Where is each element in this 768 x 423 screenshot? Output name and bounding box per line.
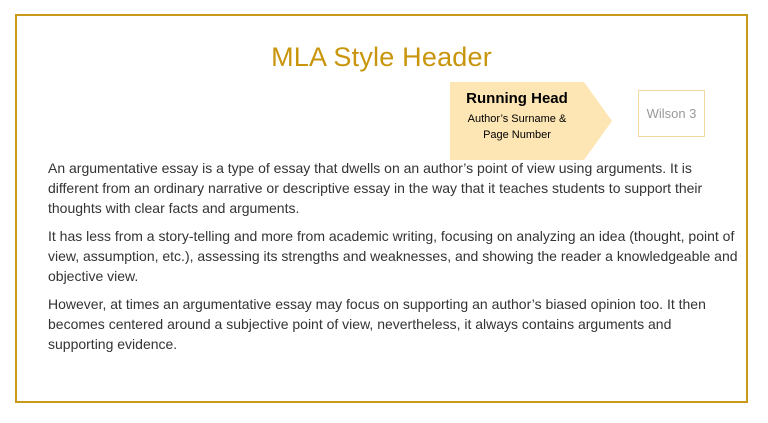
paragraph: However, at times an argumentative essay may focus on supporting an author’s biased opinion too. It then becomes centered around a subjective point of view, nevertheless, it always contains arguments and supporting evidence.	[48, 296, 706, 352]
callout-heading: Running Head	[466, 90, 568, 107]
slide-frame	[15, 14, 748, 403]
running-head-callout	[450, 82, 612, 160]
callout-line-1: Author’s Surname &	[467, 113, 567, 125]
paragraph: An argumentative essay is a type of essay that dwells on an author’s point of view using arguments. It is different from an ordinary narrative or descriptive essay in the way that it teaches students to support their thoughts with clear facts and arguments.	[48, 160, 703, 216]
callout-line-2: Page Number	[483, 129, 551, 141]
body-text	[48, 158, 738, 362]
running-head-example: Wilson 3	[638, 90, 705, 137]
callout-text	[450, 90, 584, 143]
paragraph: It has less from a story-telling and more from academic writing, focusing on analyzing an idea (thought, point of view, assumption, etc.), assessing its strengths and weaknesses, and showing the reader a knowledgeable and objective view.	[48, 228, 738, 284]
slide-title: MLA Style Header	[271, 42, 492, 72]
